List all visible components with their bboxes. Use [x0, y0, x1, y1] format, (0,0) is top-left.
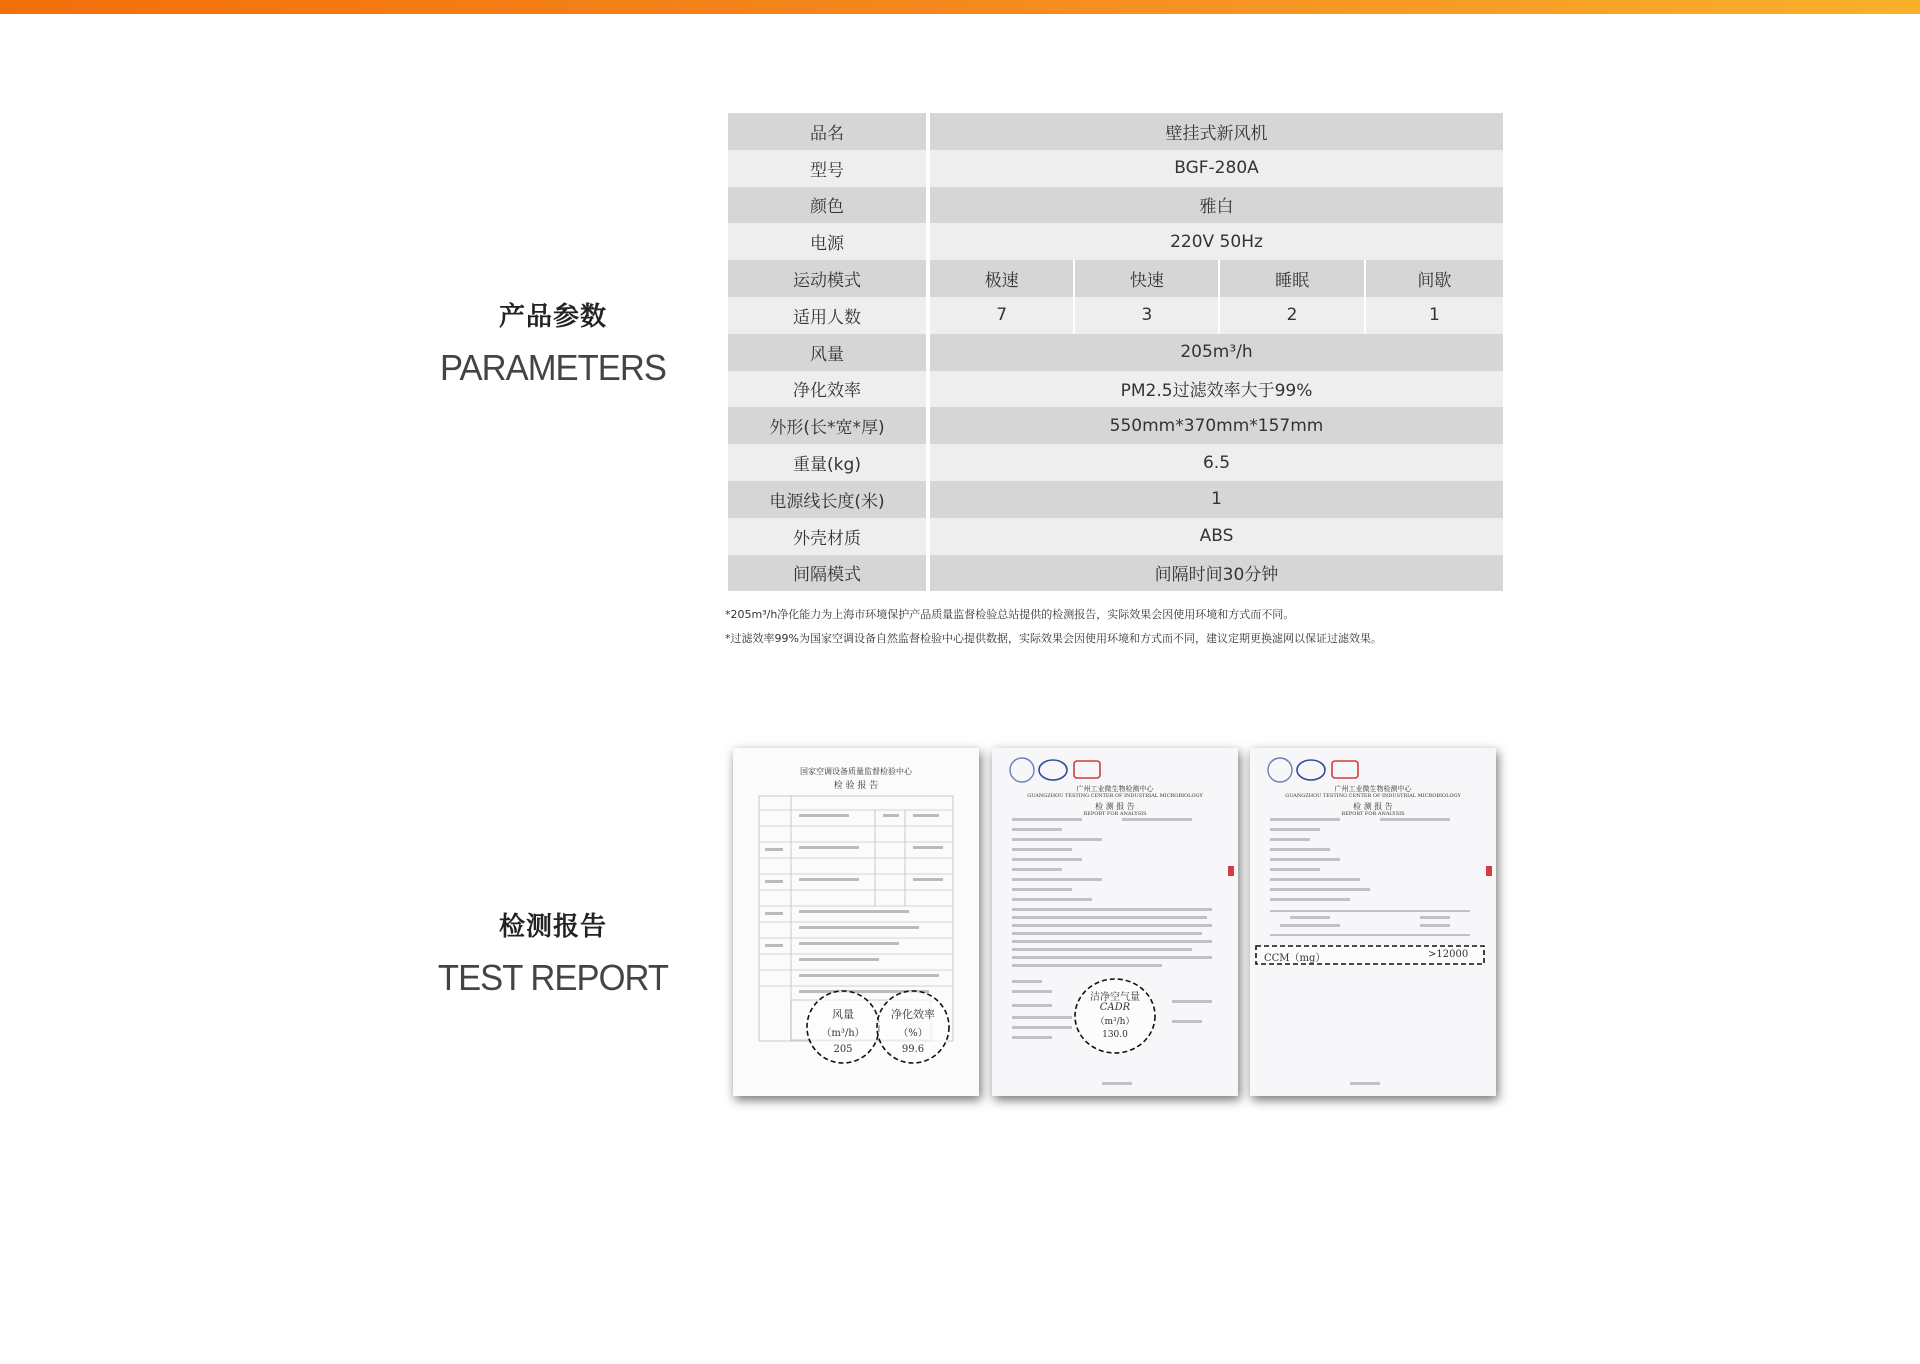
- ma-badge-icon: [1332, 761, 1358, 778]
- test-report-document-3[interactable]: [1250, 748, 1496, 1096]
- report-2-title: 检 测 报 告: [1095, 802, 1135, 811]
- param-row: [728, 481, 1503, 518]
- report-3-title: 检 测 报 告: [1353, 802, 1393, 811]
- test-report-document-2[interactable]: [992, 748, 1238, 1096]
- param-value: 壁挂式新风机: [930, 113, 1503, 150]
- param-label: 净化效率: [728, 371, 930, 408]
- cnas-badge-icon: [1039, 760, 1067, 780]
- param-subvalue: 快速: [1075, 260, 1220, 297]
- param-subvalue: 间歇: [1366, 260, 1503, 297]
- report-2-header-en: GUANGZHOU TESTING CENTER OF INDUSTRIAL MICROBIOLOGY: [1027, 793, 1203, 799]
- param-value: 550mm*370mm*157mm: [930, 407, 1503, 444]
- param-subvalue: 7: [930, 297, 1075, 334]
- param-row: [728, 444, 1503, 481]
- report-3-ccm-name: CCM: [1264, 953, 1290, 964]
- parameters-table: [728, 113, 1503, 591]
- param-row: [728, 113, 1503, 150]
- param-label: 间隔模式: [728, 555, 930, 592]
- report-heading: [353, 906, 753, 999]
- report-title-en: TEST REPORT: [437, 957, 669, 998]
- param-label: 颜色: [728, 187, 930, 224]
- param-subvalue: 1: [1366, 297, 1503, 334]
- param-row: [728, 187, 1503, 224]
- param-label: 适用人数: [728, 297, 930, 334]
- parameters-title-cn: 产品参数: [498, 302, 607, 332]
- param-value: 205m³/h: [930, 334, 1503, 371]
- report-3-header-en: GUANGZHOU TESTING CENTER OF INDUSTRIAL MICROBIOLOGY: [1285, 793, 1461, 799]
- param-row: [728, 371, 1503, 408]
- param-value: 1: [930, 481, 1503, 518]
- cnas-badge-icon: [1297, 760, 1325, 780]
- param-label: 外形(长*宽*厚): [728, 407, 930, 444]
- report-1-header: 国家空调设备质量监督检验中心: [800, 767, 912, 776]
- report-2-header: 广州工业微生物检测中心: [1076, 785, 1154, 793]
- report-3-header: 广州工业微生物检测中心: [1334, 785, 1412, 793]
- param-value: ABS: [930, 518, 1503, 555]
- report-title-cn: 检测报告: [498, 912, 607, 942]
- parameters-title-en: PARAMETERS: [440, 347, 666, 388]
- report-1-airflow-unit: （m³/h）: [821, 1028, 865, 1039]
- report-3-ccm-unit: （mg）: [1289, 953, 1326, 964]
- param-row: [728, 260, 1503, 297]
- report-1-efficiency-label: 净化效率: [891, 1008, 935, 1021]
- ilac-badge-icon: [1010, 758, 1034, 782]
- report-2-cadr-sub: CADR: [1099, 1002, 1131, 1013]
- report-2-cadr-value: 130.0: [1102, 1030, 1128, 1040]
- test-report-document-1[interactable]: [733, 748, 979, 1096]
- param-label: 风量: [728, 334, 930, 371]
- report-1-airflow-value: 205: [833, 1044, 853, 1055]
- report-1-airflow-label: 风量: [832, 1008, 854, 1021]
- param-row: [728, 555, 1503, 592]
- param-row: [728, 223, 1503, 260]
- param-row: [728, 407, 1503, 444]
- ma-badge-icon: [1074, 761, 1100, 778]
- param-row: [728, 297, 1503, 334]
- param-value: PM2.5过滤效率大于99%: [930, 371, 1503, 408]
- param-label: 电源线长度(米): [728, 481, 930, 518]
- param-subvalue: 极速: [930, 260, 1075, 297]
- param-label: 电源: [728, 223, 930, 260]
- report-3-ccm-value: >12000: [1428, 949, 1469, 960]
- param-subvalue: 3: [1075, 297, 1220, 334]
- report-2-title-en: REPORT FOR ANALYSIS: [1083, 811, 1147, 817]
- param-row: [728, 150, 1503, 187]
- ilac-badge-icon: [1268, 758, 1292, 782]
- param-value: 雅白: [930, 187, 1503, 224]
- footnote-airflow: *205m³/h净化能力为上海市环境保护产品质量监督检验总站提供的检测报告，实际效果会因使用环境和方式而不同。: [725, 608, 1295, 621]
- param-value: 间隔时间30分钟: [930, 555, 1503, 592]
- param-value: BGF-280A: [930, 150, 1503, 187]
- param-row: [728, 518, 1503, 555]
- param-label: 型号: [728, 150, 930, 187]
- report-3-title-en: REPORT FOR ANALYSIS: [1341, 811, 1405, 817]
- report-2-cadr-label: 洁净空气量: [1090, 992, 1140, 1003]
- report-3-ccm-label: [1264, 949, 1325, 964]
- parameters-heading: [353, 296, 753, 389]
- top-accent-bar: [0, 0, 1920, 14]
- param-subvalue: 睡眠: [1220, 260, 1365, 297]
- param-value: 6.5: [930, 444, 1503, 481]
- report-1-efficiency-value: 99.6: [901, 1044, 925, 1055]
- report-1-efficiency-unit: （%）: [898, 1028, 928, 1039]
- param-value: 220V 50Hz: [930, 223, 1503, 260]
- param-label: 外壳材质: [728, 518, 930, 555]
- report-1-title: 检 验 报 告: [833, 781, 879, 791]
- param-subvalue: 2: [1220, 297, 1365, 334]
- param-label: 重量(kg): [728, 444, 930, 481]
- param-row: [728, 334, 1503, 371]
- param-label: 运动模式: [728, 260, 930, 297]
- footnote-filter: *过滤效率99%为国家空调设备自然监督检验中心提供数据，实际效果会因使用环境和方式而不同，建议定期更换滤网以保证过滤效果。: [725, 632, 1382, 645]
- param-label: 品名: [728, 113, 930, 150]
- report-2-cadr-unit: （m³/h）: [1095, 1017, 1135, 1027]
